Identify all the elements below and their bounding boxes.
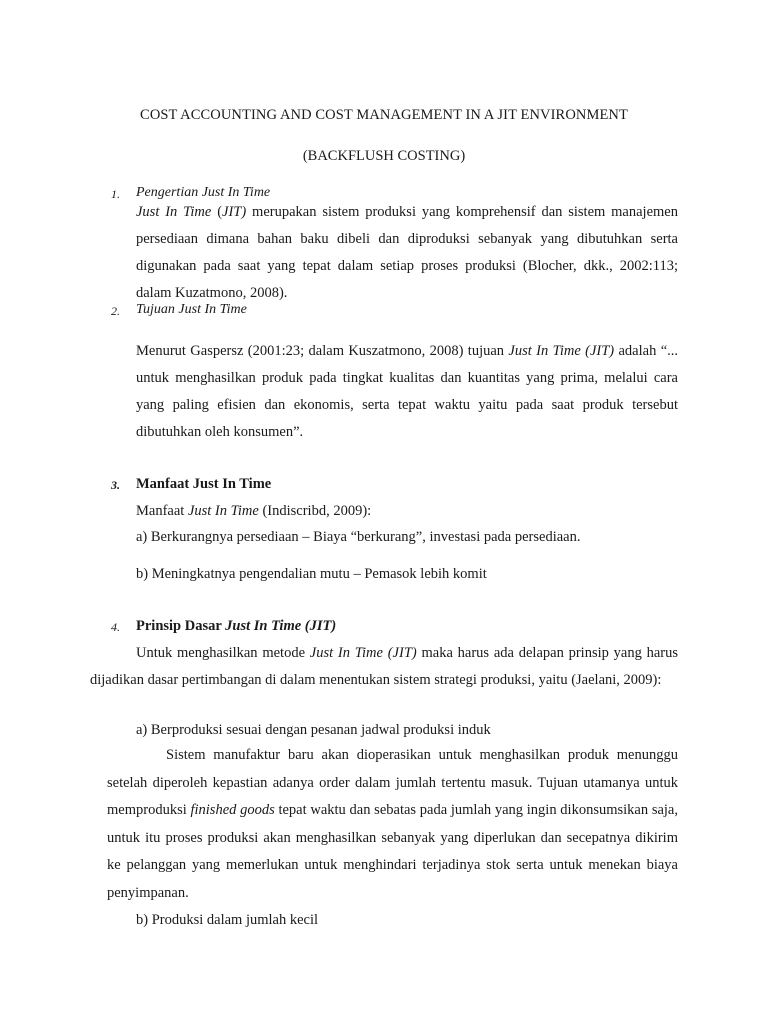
section-1-paragraph: Just In Time (JIT) merupakan sistem produksi yang komprehensif dan sistem manajemen persediaan dimana bahan baku dibeli dan diproduksi sebanyak yang dibutuhkan serta digunakan pada saat yang tepat dalam setiap proses produksi (Blocher, dkk., 2002:113; dalam Kuzatmono, 2008). [136, 204, 678, 301]
document-subtitle: (BACKFLUSH COSTING) [302, 148, 466, 164]
section-1-heading: Pengertian Just In Time [136, 185, 271, 200]
section-2-number: 2. [111, 304, 120, 318]
jit-term: Just In Time (JIT) [225, 618, 337, 634]
document-title: COST ACCOUNTING AND COST MANAGEMENT IN A JIT ENVIRONMENT [140, 107, 628, 123]
finished-goods-term: finished goods [190, 802, 275, 818]
jit-term: Just In Time (JIT) [309, 645, 417, 661]
jit-term: Just In Time [187, 503, 259, 519]
section-4-paragraph-2: Sistem manufaktur baru akan dioperasikan untuk menghasilkan produk menunggu setelah diperoleh kepastian adanya order dalam jumlah tertentu masuk. Tujuan utamanya untuk memproduksi finished goods tepat waktu dan sebatas pada jumlah yang ingin dikonsumsikan saja, untuk itu proses produksi akan menghasilkan sebanyak yang diperlukan dan secepatnya dikirim ke pelanggan yang memerlukan untuk menghindari terjadinya stok serta untuk menekan biaya penyimpanan. [107, 747, 678, 901]
section-3-number: 3. [111, 478, 120, 492]
section-4-item-a: a) Berproduksi sesuai dengan pesanan jadwal produksi induk [136, 722, 491, 738]
section-4-item-b: b) Produksi dalam jumlah kecil [136, 912, 319, 928]
jit-term: Just In Time (JIT) [508, 343, 615, 359]
section-3-item-a: a) Berkurangnya persediaan – Biaya “berkurang”, investasi pada persediaan. [136, 529, 581, 545]
section-1-number: 1. [111, 187, 120, 201]
section-4-number: 4. [111, 620, 120, 634]
section-4-heading: Prinsip Dasar Just In Time (JIT) [136, 618, 337, 634]
section-2-heading: Tujuan Just In Time [136, 302, 247, 317]
section-3-heading: Manfaat Just In Time [136, 476, 272, 492]
section-2-paragraph: Menurut Gaspersz (2001:23; dalam Kuszatmono, 2008) tujuan Just In Time (JIT) adalah “... untuk menghasilkan produk pada tingkat kualitas dan kuantitas yang prima, melalui cara yang paling efisien dan ekonomis, serta tepat waktu yaitu pada saat produk tersebut dibutuhkan oleh konsumen”. [136, 343, 679, 440]
section-3-item-b: b) Meningkatnya pengendalian mutu – Pemasok lebih komit [136, 566, 487, 582]
section-4-paragraph-1: Untuk menghasilkan metode Just In Time (JIT) maka harus ada delapan prinsip yang harus dijadikan dasar pertimbangan di dalam menentukan sistem strategi produksi, yaitu (Jaelani, 2009): [90, 645, 678, 688]
section-3-intro: Manfaat Just In Time (Indiscribd, 2009): [136, 503, 372, 519]
jit-term: Just In Time [136, 204, 212, 220]
